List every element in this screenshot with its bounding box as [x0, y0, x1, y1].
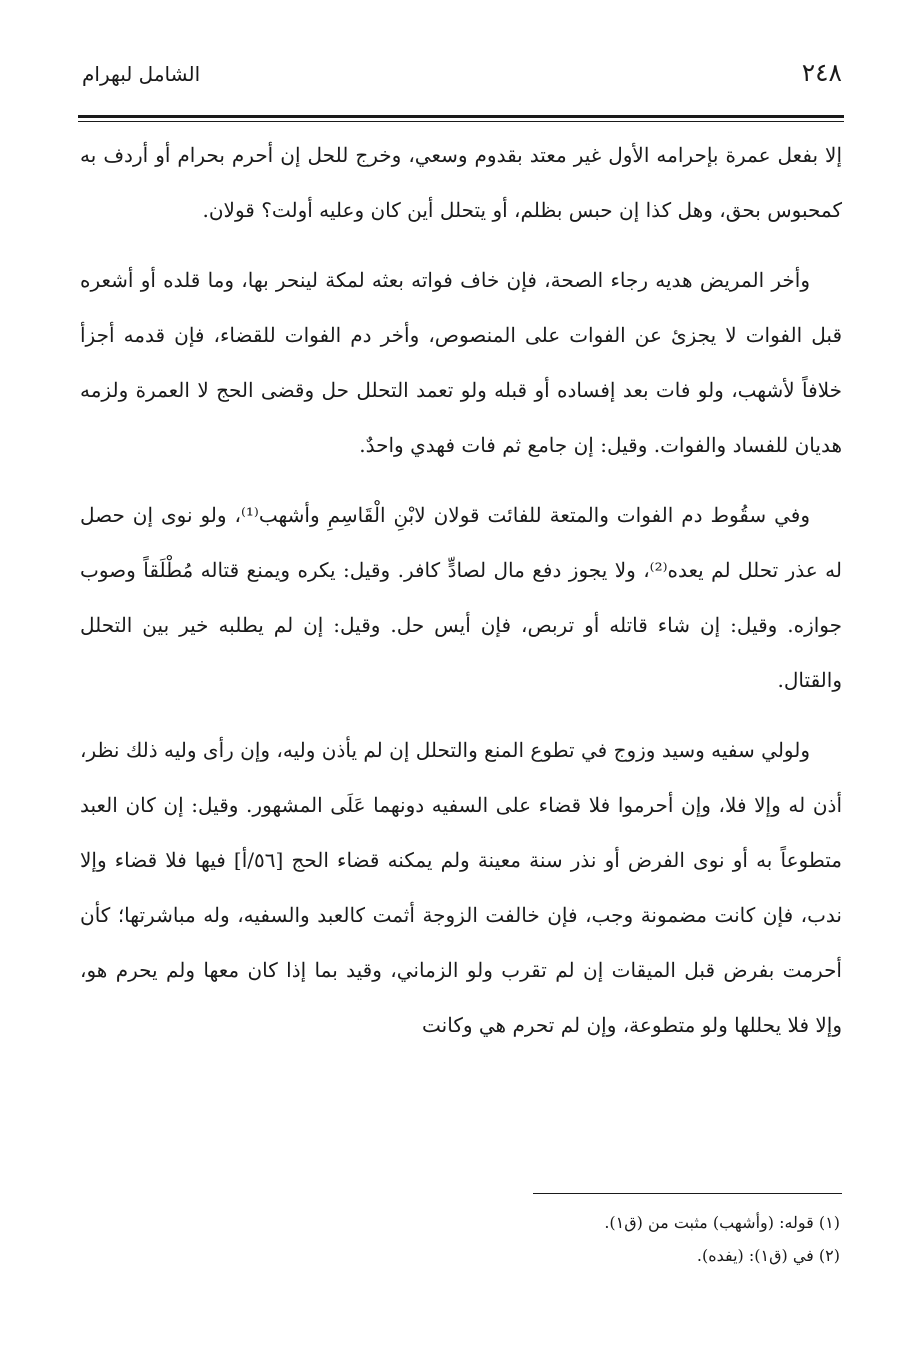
paragraph: إلا بفعل عمرة بإحرامه الأول غير معتد بقدوم وسعي، وخرج للحل إن أحرم بحرام أو أردف به كمحبوس بحق، وهل كذا إن حبس بظلم، أو يتحلل أين كان وعليه أولت؟ قولان.: [80, 143, 842, 222]
footnote-2: (٢) في (ق١): (يفده).: [696, 1246, 840, 1265]
running-title: الشامل لبهرام: [82, 62, 201, 86]
footnote-rule: [533, 1193, 842, 1194]
page-header: [82, 58, 842, 108]
main-text: [80, 128, 842, 1068]
footnotes: [300, 1206, 840, 1272]
header-rule-thin: [78, 121, 844, 122]
paragraph: وفي سقُوط دم الفوات والمتعة للفائت قولان لابْنِ الْقَاسِمِ وأشهب⁽¹⁾، ولو نوى إن حصل له عذر تحلل لم يعده⁽²⁾، ولا يجوز دفع مال لصادٍّ كافر. وقيل: يكره ويمنع قتاله مُطْلَقاً وصوب جوازه. وقيل: إن شاء قاتله أو تربص، فإن أيس حل. وقيل: إن لم يطلبه خير بين التحلل والقتال.: [80, 503, 842, 692]
paragraph: وأخر المريض هديه رجاء الصحة، فإن خاف فواته بعثه لمكة لينحر بها، وما قلده أو أشعره قبل الفوات لا يجزئ عن الفوات على المنصوص، وأخر دم الفوات للقضاء، فإن قدمه أجزأ خلافاً لأشهب، ولو فات بعد إفساده أو قبله ولو تعمد التحلل حل وقضى الحج لا العمرة ولزمه هديان للفساد والفوات. وقيل: إن جامع ثم فات فهدي واحدٌ.: [80, 268, 842, 457]
header-rule-thick: [78, 115, 844, 118]
footnote-1: (١) قوله: (وأشهب) مثبت من (ق١).: [604, 1213, 840, 1232]
paragraph: ولولي سفيه وسيد وزوج في تطوع المنع والتحلل إن لم يأذن وليه، وإن رأى وليه ذلك نظر، أذن له وإلا فلا، وإن أحرموا فلا قضاء على السفيه دونهما عَلَى المشهور. وقيل: إن كان العبد متطوعاً به أو نوى الفرض أو نذر سنة معينة ولم يمكنه قضاء الحج [٥٦/أ] فيها فلا قضاء وإلا ندب، فإن كانت مضمونة وجب، فإن خالفت الزوجة أثمت كالعبد والسفيه، وله مباشرتها؛ كأن أحرمت بفرض قبل الميقات إن لم تقرب ولو الزماني، وقيد بما إذا كان معها ولم يحرم هو، وإلا فلا يحللها ولو متطوعة، وإن لم تحرم هي وكانت: [80, 738, 842, 1037]
page-number: ٢٤٨: [801, 58, 842, 87]
